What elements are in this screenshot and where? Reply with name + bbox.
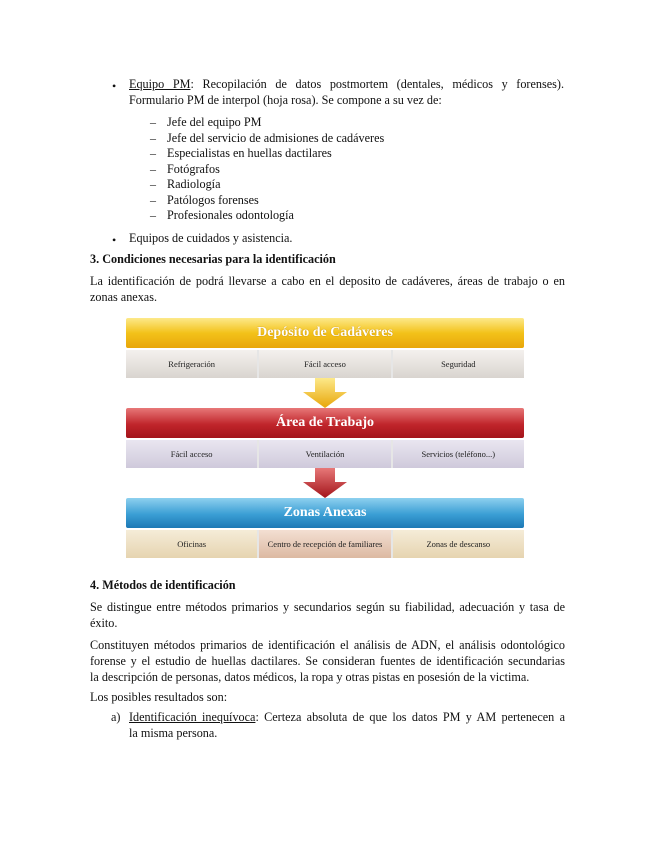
deposito-header: Depósito de Cadáveres [126, 318, 524, 348]
item-a-text: : Certeza absoluta de que los datos PM y AM pertenecen a [255, 710, 565, 724]
section3-line2: zonas anexas. [90, 290, 158, 304]
dash-marker: – [150, 177, 156, 191]
deposito-item: Seguridad [393, 350, 524, 378]
section4-p2-line3: la descripción de personas, datos médicos, la ropa y otras pistas en posesión de la victima. [90, 670, 530, 684]
dash-marker: – [150, 161, 156, 176]
down-arrow-yellow-icon [303, 378, 347, 408]
equipo-pm-label: Equipo PM [129, 77, 191, 91]
dash-marker: – [150, 115, 156, 129]
section4-heading: 4. Métodos de identificación [90, 578, 236, 592]
section4-p1-line1: Se distingue entre métodos primarios y secundarios según su fiabilidad, adecuación y tasa de [90, 600, 565, 614]
item-a-line2: la misma persona. [129, 726, 218, 740]
area-item: Servicios (teléfono...) [393, 440, 524, 468]
section4-p1-line2: éxito. [90, 616, 118, 630]
bullet2-text: Equipos de cuidados y asistencia. [129, 231, 293, 245]
dash-marker: – [150, 192, 156, 207]
sublist-item: Jefe del equipo PM [167, 115, 262, 129]
section4-p3: Los posibles resultados son: [90, 690, 228, 704]
identification-areas-diagram [126, 318, 524, 558]
sublist-item: Profesionales odontología [167, 208, 294, 222]
bullet-dot: • [112, 79, 117, 93]
bullet1-line1 [129, 77, 564, 93]
down-arrow-red-icon [303, 468, 347, 498]
area-item: Ventilación [259, 440, 390, 468]
zonas-header: Zonas Anexas [126, 498, 524, 528]
item-a-marker: a) [111, 710, 121, 724]
deposito-item: Fácil acceso [259, 350, 390, 378]
zonas-item: Zonas de descanso [393, 530, 524, 558]
dash-marker: – [150, 130, 156, 145]
dash-marker: – [150, 146, 156, 160]
section3-line1: La identificación de podrá llevarse a cabo en el deposito de cadáveres, áreas de trabajo o en [90, 274, 565, 288]
section3-heading: 3. Condiciones necesarias para la identificación [90, 252, 336, 266]
section4-p2-line2: forense y el estudio de huellas dactilares. Se consideran fuentes de identificación secundarias [90, 654, 565, 668]
zonas-item: Oficinas [126, 530, 257, 558]
section4-p2-line1: Constituyen métodos primarios de identificación el análisis de ADN, el análisis odontológico [90, 638, 565, 652]
item-a-label: Identificación inequívoca [129, 710, 256, 724]
zonas-row [126, 530, 524, 558]
sublist-item: Especialistas en huellas dactilares [167, 146, 332, 160]
area-item: Fácil acceso [126, 440, 257, 468]
deposito-item: Refrigeración [126, 350, 257, 378]
deposito-row [126, 350, 524, 378]
sublist-item: Fotógrafos [167, 161, 220, 176]
zonas-item: Centro de recepción de familiares [259, 530, 390, 558]
sublist-item: Patólogos forenses [167, 192, 259, 207]
bullet-dot: • [112, 233, 117, 247]
sublist-item: Radiología [167, 177, 221, 191]
sublist-item: Jefe del servicio de admisiones de cadáveres [167, 130, 385, 145]
dash-marker: – [150, 208, 156, 222]
area-header: Área de Trabajo [126, 408, 524, 438]
area-row [126, 440, 524, 468]
bullet1-text: : Recopilación de datos postmortem (dentales, médicos y forenses). [190, 77, 564, 91]
bullet1-line2: Formulario PM de interpol (hoja rosa). Se compone a su vez de: [129, 93, 442, 107]
item-a-line1 [129, 710, 565, 726]
